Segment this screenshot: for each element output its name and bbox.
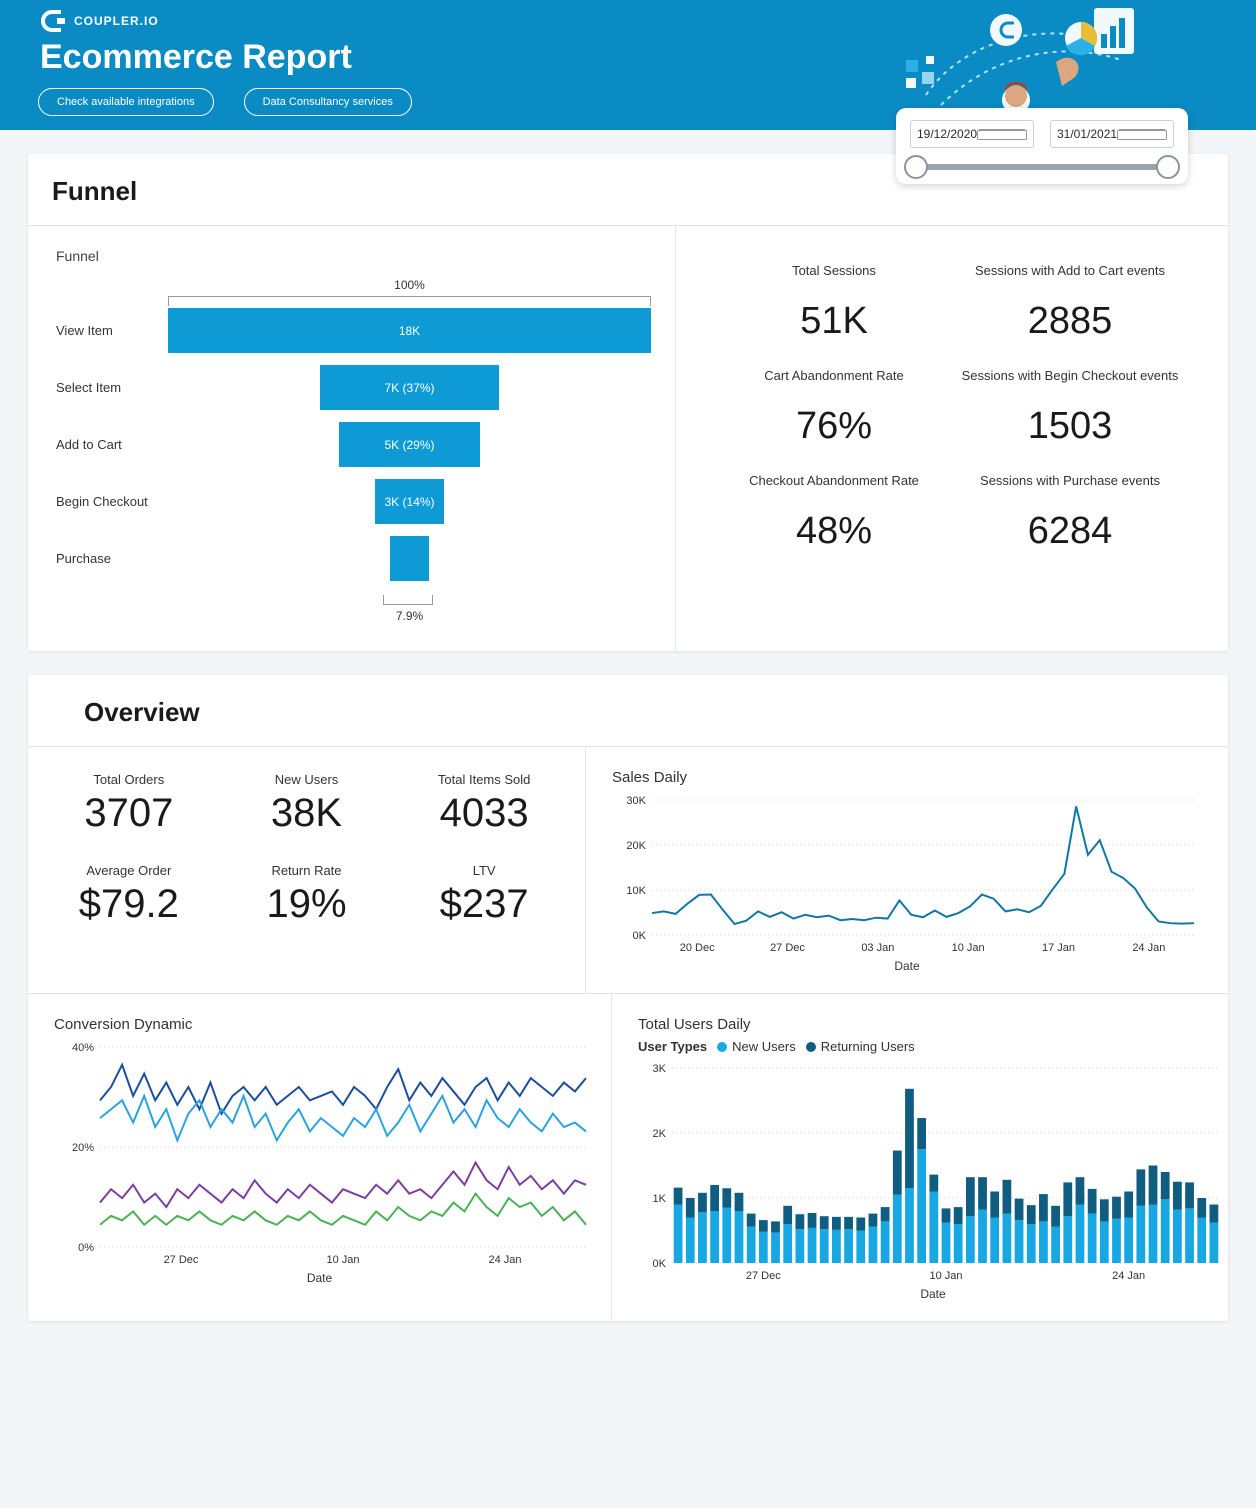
kpi-value: 19% <box>266 882 347 926</box>
overview-kpi-grid <box>28 747 585 955</box>
kpi-cart-abandonment-rate <box>716 367 952 448</box>
funnel-section-title: Funnel <box>52 176 138 206</box>
kpi-average-order <box>40 862 218 927</box>
funnel-bottom-bracket <box>383 595 433 605</box>
overview-panel <box>28 675 1228 1321</box>
funnel-chart <box>28 264 675 651</box>
funnel-bar-add-to-cart[interactable]: 5K (29%) <box>339 422 480 467</box>
svg-text:24 Jan: 24 Jan <box>1132 942 1166 954</box>
svg-text:20 Dec: 20 Dec <box>679 942 715 954</box>
funnel-bar-area <box>168 422 675 467</box>
total-users-daily-chart[interactable] <box>638 1060 1228 1285</box>
kpi-value: 48% <box>795 510 873 552</box>
svg-text:0K: 0K <box>632 930 646 942</box>
kpi-value: $237 <box>439 882 529 926</box>
overview-row-2 <box>28 994 1228 1321</box>
svg-text:20K: 20K <box>626 840 646 852</box>
legend-swatch-icon <box>717 1042 727 1052</box>
data-consultancy-button[interactable]: Data Consultancy services <box>244 88 412 116</box>
kpi-label: Sessions with Begin Checkout events <box>961 368 1179 383</box>
funnel-kpi-grid <box>676 226 1228 589</box>
kpi-sessions-begin-checkout <box>952 367 1188 448</box>
kpi-label: Total Items Sold <box>437 772 531 787</box>
legend-label: Returning Users <box>820 1039 915 1054</box>
svg-text:24 Jan: 24 Jan <box>488 1254 522 1266</box>
conversion-dynamic-column <box>28 994 612 1321</box>
kpi-total-items-sold <box>395 771 573 836</box>
end-date-value: 31/01/2021 <box>1057 127 1118 141</box>
brand-name: COUPLER.IO <box>74 14 159 28</box>
funnel-chart-label: Funnel <box>56 248 99 264</box>
kpi-value: 2885 <box>1027 300 1113 342</box>
svg-text:27 Dec: 27 Dec <box>745 1270 781 1282</box>
funnel-bar-purchase[interactable] <box>390 536 429 581</box>
funnel-bottom-percent: 7.9% <box>395 609 424 623</box>
kpi-value: $79.2 <box>78 882 179 926</box>
legend-label: New Users <box>732 1039 796 1054</box>
kpi-value: 4033 <box>439 791 529 835</box>
funnel-label-begin-checkout: Begin Checkout <box>56 494 148 509</box>
kpi-total-orders <box>40 771 218 836</box>
kpi-label: New Users <box>274 772 339 787</box>
funnel-kpi-column <box>676 226 1228 651</box>
kpi-label: Sessions with Purchase events <box>980 473 1160 488</box>
funnel-chart-column <box>28 226 676 651</box>
funnel-bar-area <box>168 365 675 410</box>
funnel-panel <box>28 154 1228 651</box>
kpi-new-users <box>218 771 396 836</box>
kpi-ltv <box>395 862 573 927</box>
total-users-legend <box>638 1039 1228 1054</box>
slider-handle-start[interactable] <box>904 155 928 179</box>
kpi-label: Return Rate <box>271 863 342 878</box>
sales-daily-chart-block <box>586 747 1228 993</box>
funnel-row <box>28 416 675 473</box>
date-range-slider[interactable] <box>910 164 1174 170</box>
total-users-daily-block <box>612 994 1254 1321</box>
kpi-value: 1503 <box>1027 405 1113 447</box>
funnel-label-view-item: View Item <box>56 323 113 338</box>
coupler-logo-icon <box>40 8 66 34</box>
svg-text:0K: 0K <box>652 1258 666 1270</box>
overview-kpi-column <box>28 747 586 993</box>
svg-text:2K: 2K <box>652 1128 666 1140</box>
svg-text:10 Jan: 10 Jan <box>326 1254 360 1266</box>
conversion-dynamic-title: Conversion Dynamic <box>54 1016 193 1033</box>
funnel-bar-area <box>168 308 675 353</box>
funnel-bar-begin-checkout[interactable]: 3K (14%) <box>375 479 444 524</box>
sales-daily-column <box>586 747 1228 993</box>
kpi-value: 38K <box>270 791 343 835</box>
sales-daily-xlabel: Date <box>894 959 920 973</box>
svg-text:1K: 1K <box>652 1193 666 1205</box>
svg-text:10 Jan: 10 Jan <box>929 1270 963 1282</box>
svg-text:24 Jan: 24 Jan <box>1112 1270 1146 1282</box>
conversion-dynamic-block <box>28 994 611 1305</box>
funnel-bar-select-item[interactable]: 7K (37%) <box>320 365 499 410</box>
start-date-input[interactable] <box>910 120 1034 148</box>
funnel-row <box>28 473 675 530</box>
total-users-daily-xlabel: Date <box>920 1287 946 1301</box>
overview-row-1 <box>28 747 1228 993</box>
kpi-label: Total Sessions <box>792 263 876 278</box>
page-title: Ecommerce Report <box>40 38 352 76</box>
overview-section-title: Overview <box>84 697 200 727</box>
calendar-icon[interactable] <box>1117 129 1167 140</box>
svg-text:10K: 10K <box>626 885 646 897</box>
conversion-dynamic-chart[interactable] <box>54 1039 594 1269</box>
end-date-input[interactable] <box>1050 120 1174 148</box>
date-range-filter[interactable] <box>896 108 1188 184</box>
svg-text:20%: 20% <box>71 1142 94 1154</box>
svg-text:27 Dec: 27 Dec <box>770 942 805 954</box>
total-users-daily-title: Total Users Daily <box>638 1016 751 1033</box>
funnel-label-select-item: Select Item <box>56 380 122 395</box>
kpi-value: 76% <box>795 405 873 447</box>
funnel-label-purchase: Purchase <box>56 551 111 566</box>
svg-text:0%: 0% <box>78 1242 94 1254</box>
kpi-total-sessions <box>716 262 952 343</box>
check-integrations-button[interactable]: Check available integrations <box>38 88 214 116</box>
funnel-bar-view-item[interactable]: 18K <box>168 308 651 353</box>
svg-text:03 Jan: 03 Jan <box>861 942 895 954</box>
kpi-sessions-purchase <box>952 472 1188 553</box>
funnel-top-percent: 100% <box>394 278 425 292</box>
kpi-return-rate <box>218 862 396 927</box>
funnel-bar-area <box>168 479 675 524</box>
slider-handle-end[interactable] <box>1156 155 1180 179</box>
kpi-label: Average Order <box>86 863 172 878</box>
legend-title: User Types <box>638 1039 708 1054</box>
kpi-label: LTV <box>472 863 496 878</box>
calendar-icon[interactable] <box>977 129 1027 140</box>
funnel-bar-area <box>168 536 675 581</box>
brand-logo <box>40 8 159 34</box>
start-date-value: 19/12/2020 <box>917 127 978 141</box>
kpi-value: 3707 <box>84 791 174 835</box>
kpi-checkout-abandonment-rate <box>716 472 952 553</box>
kpi-label: Total Orders <box>93 772 165 787</box>
kpi-label: Sessions with Add to Cart events <box>974 263 1166 278</box>
date-inputs <box>910 120 1174 148</box>
total-users-daily-column <box>612 994 1254 1321</box>
conversion-dynamic-xlabel: Date <box>306 1271 333 1285</box>
funnel-label-add-to-cart: Add to Cart <box>56 437 122 452</box>
funnel-row <box>28 302 675 359</box>
funnel-row <box>28 359 675 416</box>
page-header <box>0 0 1256 141</box>
funnel-top-bracket <box>168 296 651 306</box>
funnel-panel-body <box>28 226 1228 651</box>
kpi-label: Cart Abandonment Rate <box>764 368 904 383</box>
header-buttons <box>38 88 412 116</box>
funnel-row <box>28 530 675 587</box>
legend-swatch-icon <box>806 1042 816 1052</box>
svg-text:40%: 40% <box>71 1042 94 1054</box>
svg-text:30K: 30K <box>626 795 646 807</box>
sales-daily-title: Sales Daily <box>612 769 688 786</box>
svg-text:17 Jan: 17 Jan <box>1041 942 1076 954</box>
sales-daily-chart[interactable] <box>612 792 1202 957</box>
kpi-value: 6284 <box>1027 510 1113 552</box>
kpi-value: 51K <box>800 300 868 342</box>
svg-text:10 Jan: 10 Jan <box>951 942 985 954</box>
svg-text:27 Dec: 27 Dec <box>163 1254 199 1266</box>
kpi-label: Checkout Abandonment Rate <box>749 473 919 488</box>
legend-item-new-users[interactable] <box>717 1039 796 1054</box>
svg-text:3K: 3K <box>652 1063 666 1075</box>
kpi-sessions-add-to-cart <box>952 262 1188 343</box>
legend-item-returning-users[interactable] <box>806 1039 915 1054</box>
